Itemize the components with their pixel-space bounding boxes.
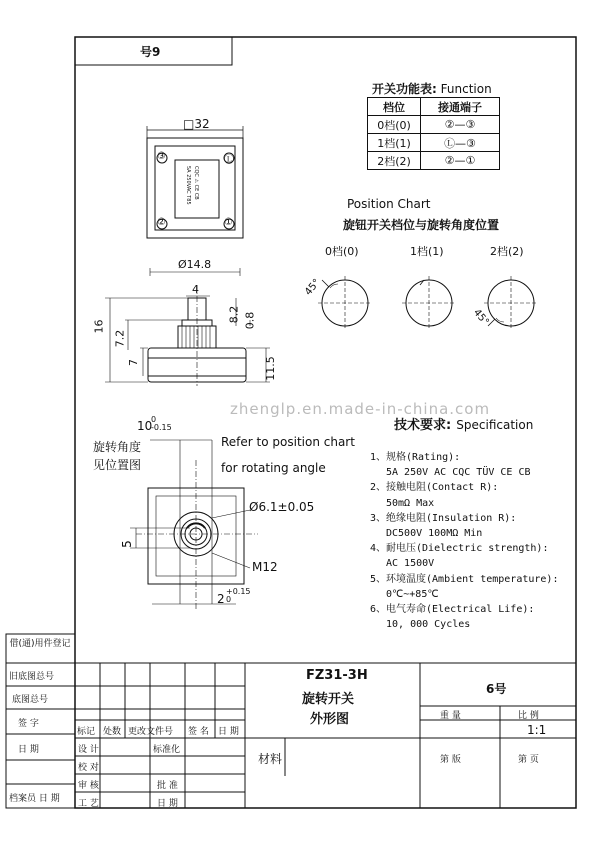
function-table-header: [368, 98, 500, 116]
table-row: [368, 152, 500, 170]
dim-10-tolerance: [151, 416, 172, 432]
angle-label-0: 45°: [302, 277, 323, 298]
role-design: 设 计: [78, 745, 99, 755]
dim-10: [137, 419, 152, 433]
spec-item-value: 50mΩ Max: [386, 497, 435, 509]
dim-10-value: 10: [137, 419, 153, 433]
position-label-0: 0档(0): [325, 245, 359, 258]
model-number: FZ31-3H: [306, 668, 368, 683]
dim-11-5: 11.5: [263, 356, 277, 381]
watermark: zhenglp.en.made-in-china.com: [230, 400, 491, 418]
version-label: 第 版: [440, 755, 461, 765]
spec-item-head: 2、接触电阻(Contact R):: [370, 482, 499, 494]
spec-item-value: 5A 250V AC CQC TÜV CE CB: [386, 467, 531, 479]
terminal-2-label: ②: [157, 217, 166, 228]
spec-item-head: 5、环境温度(Ambient temperature):: [370, 573, 559, 585]
terminal-l-label: Ⓛ: [224, 155, 234, 166]
thread-label: M12: [252, 560, 278, 574]
rotation-note-en-2: for rotating angle: [221, 461, 326, 475]
dim-2-tol-bot: 0: [226, 595, 232, 604]
product-label-line: 5A 250VAC T85: [185, 166, 191, 205]
spec-item-value: 10, 000 Cycles: [386, 619, 471, 631]
header-position: 档位: [368, 98, 421, 116]
spec-item-head: 4、耐电压(Dielectric strength):: [370, 543, 549, 555]
position-chart-title-cn: 旋钮开关档位与旋转角度位置: [343, 218, 500, 232]
spec-item-head: 6、电气寿命(Electrical Life):: [370, 604, 535, 616]
side-label-archivist: 档案员 日 期: [9, 794, 60, 804]
side-label-date: 日 期: [18, 745, 39, 755]
role-process: 工 艺: [78, 799, 99, 809]
product-label-line: CQC ⚠ CE CB: [193, 166, 199, 200]
function-title: [372, 80, 492, 97]
side-label-old-drawing: 旧底图总号: [9, 672, 55, 682]
spec-item-value: DC500V 100MΩ Min: [386, 528, 483, 540]
rev-header-doc: 更改文件号: [128, 727, 174, 737]
side-label-drawing-no: 底图总号: [12, 695, 49, 705]
angle-label-2: 45°: [470, 307, 491, 328]
page-label: 第 页: [518, 755, 539, 765]
position-label-2: 2档(2): [490, 245, 524, 258]
dim-4: 4: [192, 283, 199, 296]
dim-diameter-14-8: Ø14.8: [178, 258, 212, 271]
table-row: [368, 116, 500, 134]
side-label-register: 借(通)用件登记: [9, 639, 71, 649]
table-row: [368, 134, 500, 152]
sheet-size: 6号: [486, 682, 507, 696]
spec-item-head: 1、规格(Rating):: [370, 452, 461, 463]
material-label: 材料: [258, 752, 283, 766]
dim-5: 5: [119, 540, 134, 548]
cell-position: 1档(1): [368, 134, 421, 152]
dim-0-8: 0.8: [243, 311, 257, 330]
dim-16: 16: [92, 319, 106, 334]
cell-position: 2档(2): [368, 152, 421, 170]
cell-terminals: Ⓛ—③: [421, 134, 500, 152]
side-label-signature: 签 字: [18, 719, 39, 729]
terminal-1-label: ①: [224, 217, 233, 228]
cell-position: 0档(0): [368, 116, 421, 134]
dim-7: 7: [127, 359, 140, 366]
dim-8-2: 8.2: [227, 305, 241, 324]
dim-2-tolerance: [226, 588, 251, 604]
dim-10-tol-bot: -0.15: [151, 423, 172, 432]
rev-header-date: 日 期: [218, 727, 239, 737]
position-chart-title-en: Position Chart: [347, 197, 431, 211]
rotation-note-cn-1: 旋转角度: [93, 440, 142, 454]
spec-item-value: 0℃~+85℃: [386, 588, 439, 600]
role-approve: 批 准: [157, 781, 178, 791]
dim-diameter-6-1: Ø6.1±0.05: [249, 500, 315, 514]
spec-title-en: Specification: [456, 418, 534, 432]
product-label-plate: [178, 164, 216, 214]
function-table: [367, 97, 500, 170]
role-date: 日 期: [157, 799, 178, 809]
weight-label: 重 量: [440, 711, 461, 721]
spec-list: [370, 450, 558, 632]
rev-header-sign: 签 名: [188, 727, 209, 737]
function-title-en: Function: [440, 82, 492, 96]
scale-value: 1:1: [527, 723, 547, 737]
role-standardize: 标准化: [153, 745, 181, 755]
role-check: 校 对: [78, 763, 99, 773]
spec-item-head: 3、绝缘电阻(Insulation R):: [370, 512, 517, 524]
position-label-1: 1档(1): [410, 245, 444, 258]
rotation-note-en-1: Refer to position chart: [221, 435, 355, 449]
rev-header-mark: 标记: [77, 727, 96, 737]
dim-2-tol-top: +0.15: [226, 587, 251, 596]
dim-10-tol-top: 0: [151, 415, 157, 424]
drawing-type: 外形图: [310, 712, 350, 727]
cell-terminals: ②—③: [421, 116, 500, 134]
cell-terminals: ②—①: [421, 152, 500, 170]
function-title-cn: 开关功能表:: [372, 82, 437, 96]
rev-header-count: 处数: [103, 727, 122, 737]
rotation-note-cn-2: 见位置图: [93, 458, 142, 472]
sheet-number: 号9: [140, 45, 161, 59]
role-review: 审 核: [78, 781, 99, 791]
terminal-3-label: ③: [157, 151, 166, 162]
part-name: 旋转开关: [302, 692, 355, 707]
top-view-dim: □32: [183, 117, 210, 131]
scale-label: 比 例: [518, 711, 539, 721]
header-terminals: 接通端子: [421, 98, 500, 116]
spec-title: [394, 414, 533, 433]
spec-title-cn: 技术要求:: [394, 418, 452, 433]
spec-item-value: AC 1500V: [386, 558, 435, 570]
dim-7-2: 7.2: [113, 329, 127, 348]
dim-2-value: 2: [217, 592, 225, 606]
